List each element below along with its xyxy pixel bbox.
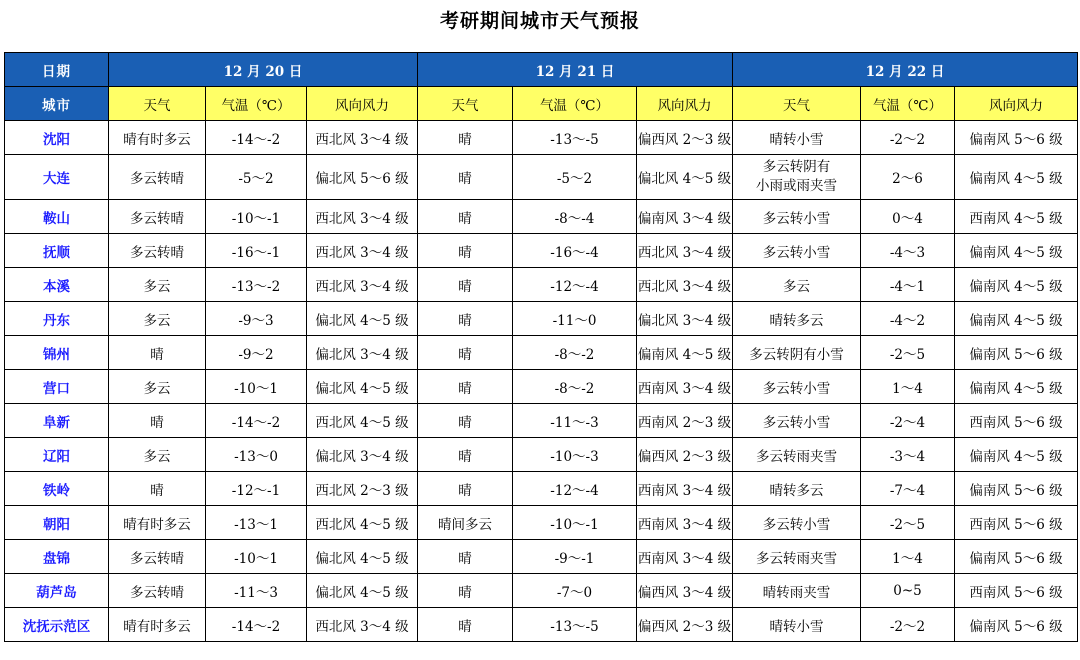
- weather-day1: 晴有时多云: [109, 608, 206, 642]
- weather-day1: 晴有时多云: [109, 506, 206, 540]
- wind-day1: 西北风 3～4 级: [307, 268, 418, 302]
- temp-day1: -13～0: [206, 438, 307, 472]
- weather-day1: 多云: [109, 370, 206, 404]
- wind-day2: 偏西风 2～3 级: [637, 608, 733, 642]
- temp-day2: -8～-4: [513, 200, 637, 234]
- weather-day3: 多云转阴有 小雨或雨夹雪: [733, 155, 861, 200]
- wind-day2: 偏北风 3～4 级: [637, 302, 733, 336]
- table-row: [5, 438, 1078, 472]
- weather-day3: 多云转小雪: [733, 506, 861, 540]
- wind-day3: 偏南风 5～6 级: [955, 608, 1078, 642]
- table-row: [5, 268, 1078, 302]
- weather-day3: 多云转小雪: [733, 234, 861, 268]
- wind-day2: 西北风 3～4 级: [637, 268, 733, 302]
- temp-day1: -9～2: [206, 336, 307, 370]
- weather-day3: 多云: [733, 268, 861, 302]
- wind-day1: 西北风 4～5 级: [307, 404, 418, 438]
- column-header-row: [5, 87, 1078, 121]
- wind-day2: 西南风 3～4 级: [637, 540, 733, 574]
- temp-day3: 1～4: [861, 370, 955, 404]
- table-row: [5, 574, 1078, 608]
- wind-day1: 偏北风 4～5 级: [307, 574, 418, 608]
- weather-day2: 晴: [418, 438, 513, 472]
- col-wind-3: 风向风力: [955, 87, 1078, 121]
- city-label: 城市: [5, 87, 109, 121]
- wind-day1: 偏北风 4～5 级: [307, 370, 418, 404]
- date-header-3: 12 月 22 日: [733, 53, 1078, 87]
- temp-day1: -16～-1: [206, 234, 307, 268]
- temp-day3: -4～3: [861, 234, 955, 268]
- temp-day2: -12～-4: [513, 268, 637, 302]
- weather-day2: 晴: [418, 370, 513, 404]
- wind-day1: 西北风 3～4 级: [307, 200, 418, 234]
- temp-day2: -13～-5: [513, 608, 637, 642]
- temp-day1: -14～-2: [206, 608, 307, 642]
- wind-day2: 西南风 3～4 级: [637, 370, 733, 404]
- weather-day2: 晴: [418, 574, 513, 608]
- city-name: 朝阳: [5, 506, 109, 540]
- table-body: [5, 121, 1078, 642]
- city-name: 盘锦: [5, 540, 109, 574]
- temp-day3: -7～4: [861, 472, 955, 506]
- weather-day3: 晴转多云: [733, 472, 861, 506]
- weather-day3: 晴转小雪: [733, 121, 861, 155]
- temp-day2: -8～-2: [513, 336, 637, 370]
- city-name: 丹东: [5, 302, 109, 336]
- temp-day2: -5～2: [513, 155, 637, 200]
- weather-day3: 多云转雨夹雪: [733, 438, 861, 472]
- wind-day3: 偏南风 4～5 级: [955, 155, 1078, 200]
- wind-day2: 偏西风 2～3 级: [637, 121, 733, 155]
- table-row: [5, 336, 1078, 370]
- weather-day3: 晴转雨夹雪: [733, 574, 861, 608]
- table-row: [5, 540, 1078, 574]
- weather-day2: 晴: [418, 404, 513, 438]
- weather-day1: 多云转晴: [109, 574, 206, 608]
- wind-day2: 西南风 3～4 级: [637, 506, 733, 540]
- weather-day3: 晴转小雪: [733, 608, 861, 642]
- wind-day2: 西南风 3～4 级: [637, 472, 733, 506]
- wind-day3: 偏南风 4～5 级: [955, 268, 1078, 302]
- weather-day1: 多云: [109, 302, 206, 336]
- weather-day1: 多云转晴: [109, 234, 206, 268]
- weather-day2: 晴: [418, 268, 513, 302]
- temp-day1: -13～1: [206, 506, 307, 540]
- city-name: 阜新: [5, 404, 109, 438]
- wind-day2: 偏西风 2～3 级: [637, 438, 733, 472]
- weather-day2: 晴: [418, 121, 513, 155]
- col-wind-2: 风向风力: [637, 87, 733, 121]
- temp-day3: 0～4: [861, 200, 955, 234]
- page-title: 考研期间城市天气预报: [439, 10, 640, 32]
- temp-day1: -14～-2: [206, 121, 307, 155]
- weather-day2: 晴: [418, 155, 513, 200]
- wind-day3: 西南风 4～5 级: [955, 200, 1078, 234]
- temp-day1: -13～-2: [206, 268, 307, 302]
- table-row: [5, 370, 1078, 404]
- temp-day3: 2～6: [861, 155, 955, 200]
- wind-day3: 偏南风 4～5 级: [955, 370, 1078, 404]
- wind-day2: 西北风 3～4 级: [637, 234, 733, 268]
- wind-day3: 偏南风 4～5 级: [955, 234, 1078, 268]
- city-name: 铁岭: [5, 472, 109, 506]
- weather-day1: 多云转晴: [109, 540, 206, 574]
- wind-day1: 偏北风 4～5 级: [307, 540, 418, 574]
- wind-day1: 偏北风 4～5 级: [307, 302, 418, 336]
- temp-day3: -2～2: [861, 608, 955, 642]
- weather-forecast-table: [4, 52, 1078, 642]
- table-row: [5, 234, 1078, 268]
- wind-day1: 偏北风 3～4 级: [307, 438, 418, 472]
- wind-day3: 西南风 5～6 级: [955, 574, 1078, 608]
- wind-day1: 西北风 3～4 级: [307, 234, 418, 268]
- city-name: 鞍山: [5, 200, 109, 234]
- weather-day3: 晴转多云: [733, 302, 861, 336]
- col-weather-3: 天气: [733, 87, 861, 121]
- col-weather-1: 天气: [109, 87, 206, 121]
- weather-day1: 晴: [109, 336, 206, 370]
- temp-day3: -2～2: [861, 121, 955, 155]
- weather-day2: 晴: [418, 336, 513, 370]
- temp-day1: -12～-1: [206, 472, 307, 506]
- temp-day3: -2～5: [861, 506, 955, 540]
- wind-day2: 西南风 2～3 级: [637, 404, 733, 438]
- weather-day1: 晴: [109, 404, 206, 438]
- weather-day3: 多云转阴有小雪: [733, 336, 861, 370]
- weather-day1: 多云转晴: [109, 155, 206, 200]
- temp-day1: -9～3: [206, 302, 307, 336]
- wind-day3: 偏南风 5～6 级: [955, 540, 1078, 574]
- temp-day2: -13～-5: [513, 121, 637, 155]
- wind-day1: 西北风 2～3 级: [307, 472, 418, 506]
- table-row: [5, 302, 1078, 336]
- temp-day3: 0~5: [861, 574, 955, 608]
- city-name: 锦州: [5, 336, 109, 370]
- city-name: 沈阳: [5, 121, 109, 155]
- wind-day1: 偏北风 5～6 级: [307, 155, 418, 200]
- temp-day2: -16～-4: [513, 234, 637, 268]
- temp-day2: -11～-3: [513, 404, 637, 438]
- temp-day2: -8～-2: [513, 370, 637, 404]
- temp-day1: -5～2: [206, 155, 307, 200]
- temp-day2: -11～0: [513, 302, 637, 336]
- temp-day3: -4～2: [861, 302, 955, 336]
- table-row: [5, 404, 1078, 438]
- table-row: [5, 506, 1078, 540]
- weather-day3: 多云转小雪: [733, 404, 861, 438]
- temp-day1: -10～-1: [206, 200, 307, 234]
- wind-day3: 偏南风 5～6 级: [955, 336, 1078, 370]
- temp-day2: -12～-4: [513, 472, 637, 506]
- wind-day3: 偏南风 5～6 级: [955, 121, 1078, 155]
- table-row: [5, 472, 1078, 506]
- col-temp-1: 气温（℃）: [206, 87, 307, 121]
- weather-day2: 晴: [418, 234, 513, 268]
- temp-day1: -10～1: [206, 540, 307, 574]
- temp-day3: -3～4: [861, 438, 955, 472]
- wind-day3: 偏南风 4～5 级: [955, 438, 1078, 472]
- city-name: 大连: [5, 155, 109, 200]
- temp-day3: -2～4: [861, 404, 955, 438]
- weather-day2: 晴: [418, 608, 513, 642]
- date-header-1: 12 月 20 日: [109, 53, 418, 87]
- temp-day3: 1～4: [861, 540, 955, 574]
- weather-day3: 多云转雨夹雪: [733, 540, 861, 574]
- temp-day2: -7～0: [513, 574, 637, 608]
- wind-day1: 西北风 4～5 级: [307, 506, 418, 540]
- date-label: 日期: [5, 53, 109, 87]
- weather-day2: 晴: [418, 200, 513, 234]
- weather-day1: 多云: [109, 438, 206, 472]
- weather-day1: 晴: [109, 472, 206, 506]
- weather-day2: 晴: [418, 302, 513, 336]
- city-name: 抚顺: [5, 234, 109, 268]
- temp-day2: -10～-1: [513, 506, 637, 540]
- table-row: [5, 121, 1078, 155]
- wind-day1: 偏北风 3～4 级: [307, 336, 418, 370]
- table-row: [5, 155, 1078, 200]
- wind-day2: 偏西风 3～4 级: [637, 574, 733, 608]
- col-wind-1: 风向风力: [307, 87, 418, 121]
- temp-day3: -2～5: [861, 336, 955, 370]
- wind-day3: 西南风 5～6 级: [955, 506, 1078, 540]
- table-row: [5, 608, 1078, 642]
- weather-day1: 多云: [109, 268, 206, 302]
- weather-day2: 晴: [418, 472, 513, 506]
- col-temp-2: 气温（℃）: [513, 87, 637, 121]
- city-name: 辽阳: [5, 438, 109, 472]
- temp-day1: -11～3: [206, 574, 307, 608]
- wind-day2: 偏南风 3～4 级: [637, 200, 733, 234]
- city-name: 本溪: [5, 268, 109, 302]
- table-row: [5, 200, 1078, 234]
- city-name: 营口: [5, 370, 109, 404]
- temp-day1: -10～1: [206, 370, 307, 404]
- wind-day3: 西南风 5～6 级: [955, 404, 1078, 438]
- wind-day1: 西北风 3～4 级: [307, 121, 418, 155]
- temp-day1: -14～-2: [206, 404, 307, 438]
- temp-day2: -9～-1: [513, 540, 637, 574]
- date-header-2: 12 月 21 日: [418, 53, 733, 87]
- temp-day3: -4～1: [861, 268, 955, 302]
- weather-day2: 晴间多云: [418, 506, 513, 540]
- weather-day1: 多云转晴: [109, 200, 206, 234]
- temp-day2: -10～-3: [513, 438, 637, 472]
- col-temp-3: 气温（℃）: [861, 87, 955, 121]
- wind-day3: 偏南风 5～6 级: [955, 472, 1078, 506]
- city-name: 沈抚示范区: [5, 608, 109, 642]
- weather-day1: 晴有时多云: [109, 121, 206, 155]
- weather-day2: 晴: [418, 540, 513, 574]
- col-weather-2: 天气: [418, 87, 513, 121]
- date-header-row: [5, 53, 1078, 87]
- wind-day2: 偏北风 4～5 级: [637, 155, 733, 200]
- wind-day3: 偏南风 4～5 级: [955, 302, 1078, 336]
- wind-day2: 偏南风 4～5 级: [637, 336, 733, 370]
- wind-day1: 西北风 3～4 级: [307, 608, 418, 642]
- city-name: 葫芦岛: [5, 574, 109, 608]
- weather-day3: 多云转小雪: [733, 200, 861, 234]
- weather-day3: 多云转小雪: [733, 370, 861, 404]
